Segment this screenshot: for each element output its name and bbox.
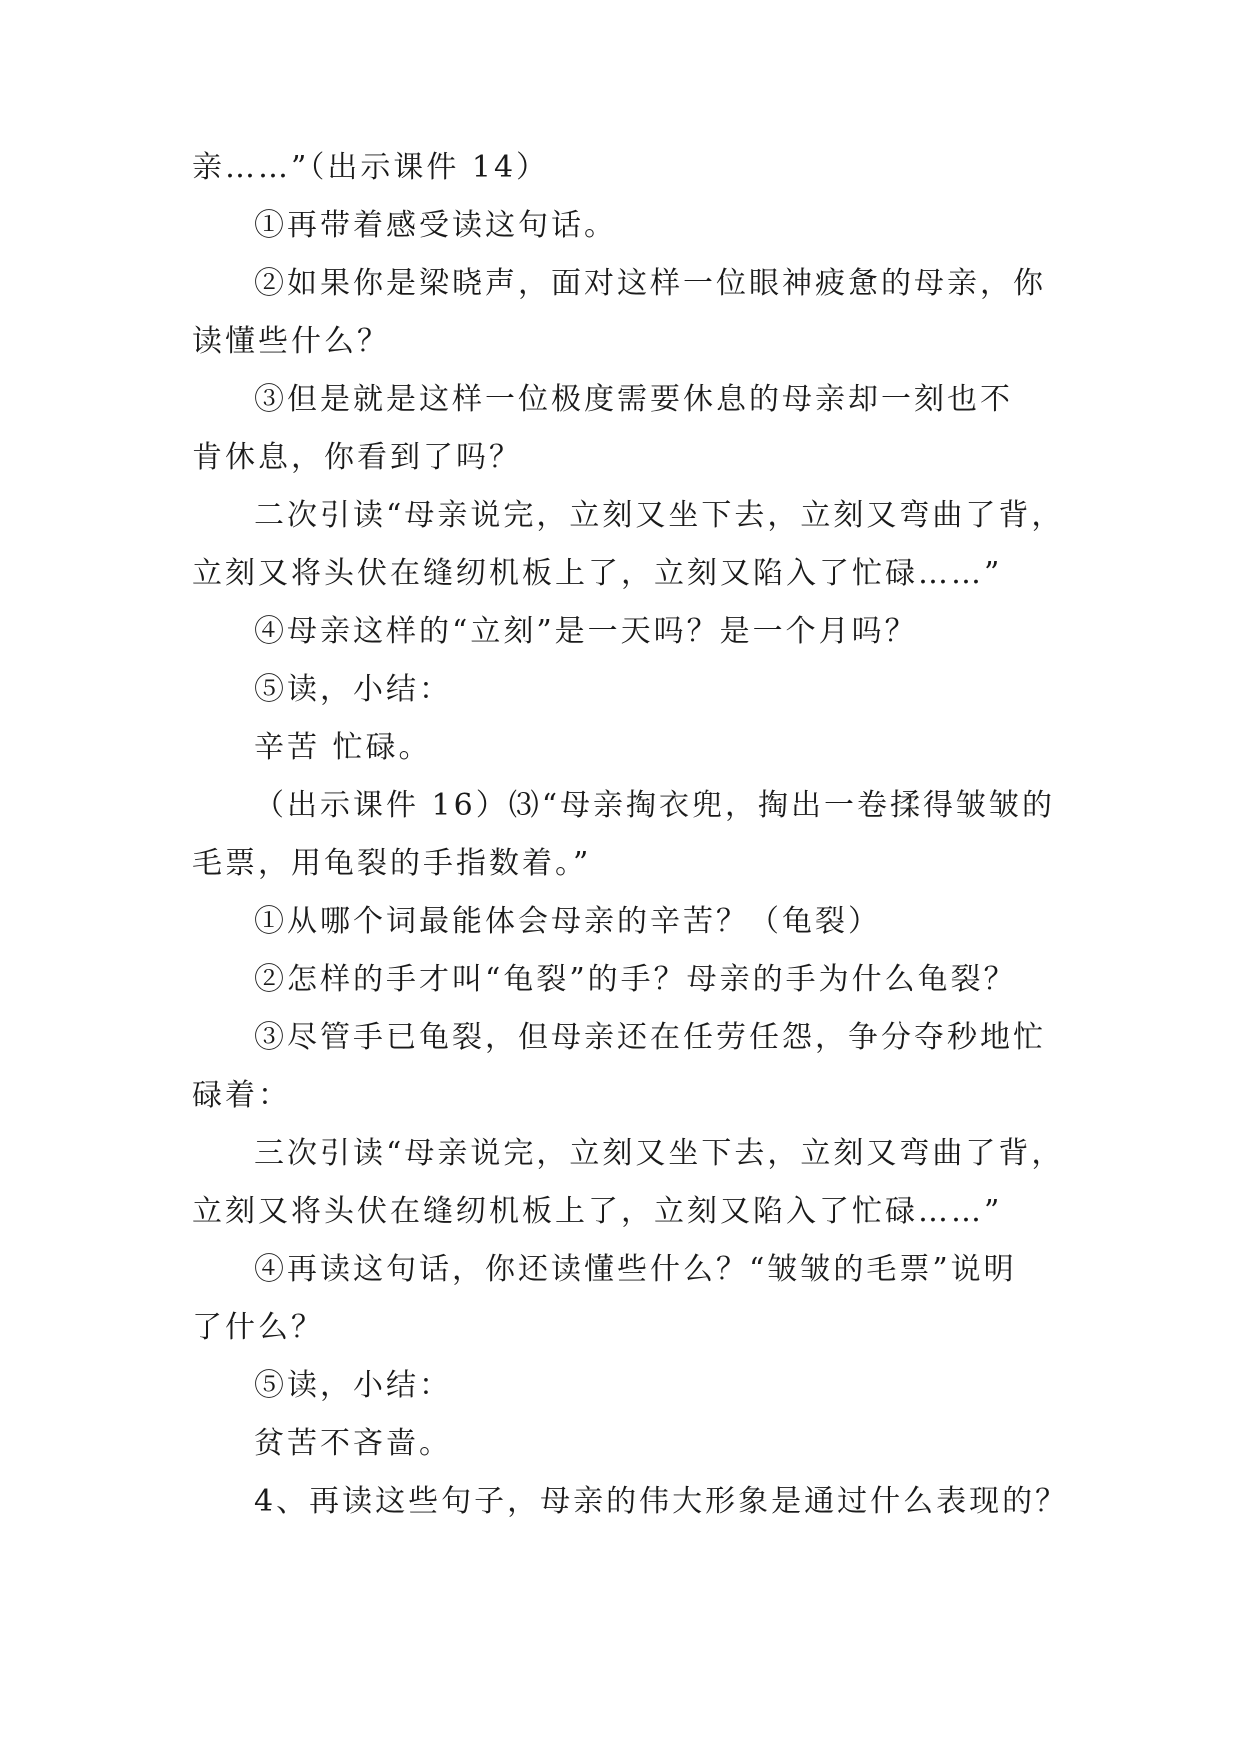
text-line-3: ②如果你是梁晓声，面对这样一位眼神疲惫的母亲，你 <box>254 266 1046 301</box>
text-line-16: ③尽管手已龟裂，但母亲还在任劳任怨，争分夺秒地忙 <box>254 1020 1046 1055</box>
text-line-15: ②怎样的手才叫“龟裂”的手？母亲的手为什么龟裂？ <box>254 962 1017 997</box>
text-line-21: 了什么？ <box>192 1310 324 1345</box>
text-line-19: 立刻又将头伏在缝纫机板上了，立刻又陷入了忙碌……” <box>192 1194 1003 1229</box>
text-line-24: 4、再读这些句子，母亲的伟大形象是通过什么表现的？ <box>254 1484 1069 1519</box>
text-line-1: 亲……”（出示课件 14） <box>192 150 550 185</box>
text-line-14: ①从哪个词最能体会母亲的辛苦？（龟裂） <box>254 904 881 939</box>
text-line-17: 碌着： <box>192 1078 291 1113</box>
text-line-12: （出示课件 16）⑶“母亲掏衣兜，掏出一卷揉得皱皱的 <box>254 788 1056 823</box>
text-line-18: 三次引读“母亲说完，立刻又坐下去，立刻又弯曲了背， <box>254 1136 1065 1171</box>
text-line-6: 肯休息，你看到了吗？ <box>192 440 522 475</box>
text-line-9: ④母亲这样的“立刻”是一天吗？是一个月吗？ <box>254 614 918 649</box>
text-line-5: ③但是就是这样一位极度需要休息的母亲却一刻也不 <box>254 382 1013 417</box>
text-line-11: 辛苦 忙碌。 <box>254 730 432 765</box>
text-line-4: 读懂些什么？ <box>192 324 390 359</box>
text-line-8: 立刻又将头伏在缝纫机板上了，立刻又陷入了忙碌……” <box>192 556 1003 591</box>
text-line-2: ①再带着感受读这句话。 <box>254 208 617 243</box>
text-line-10: ⑤读，小结： <box>254 672 452 707</box>
text-line-22: ⑤读，小结： <box>254 1368 452 1403</box>
text-line-7: 二次引读“母亲说完，立刻又坐下去，立刻又弯曲了背， <box>254 498 1065 533</box>
text-line-20: ④再读这句话，你还读懂些什么？“皱皱的毛票”说明 <box>254 1252 1017 1287</box>
text-line-23: 贫苦不吝啬。 <box>254 1426 452 1461</box>
text-line-13: 毛票，用龟裂的手指数着。” <box>192 846 592 881</box>
